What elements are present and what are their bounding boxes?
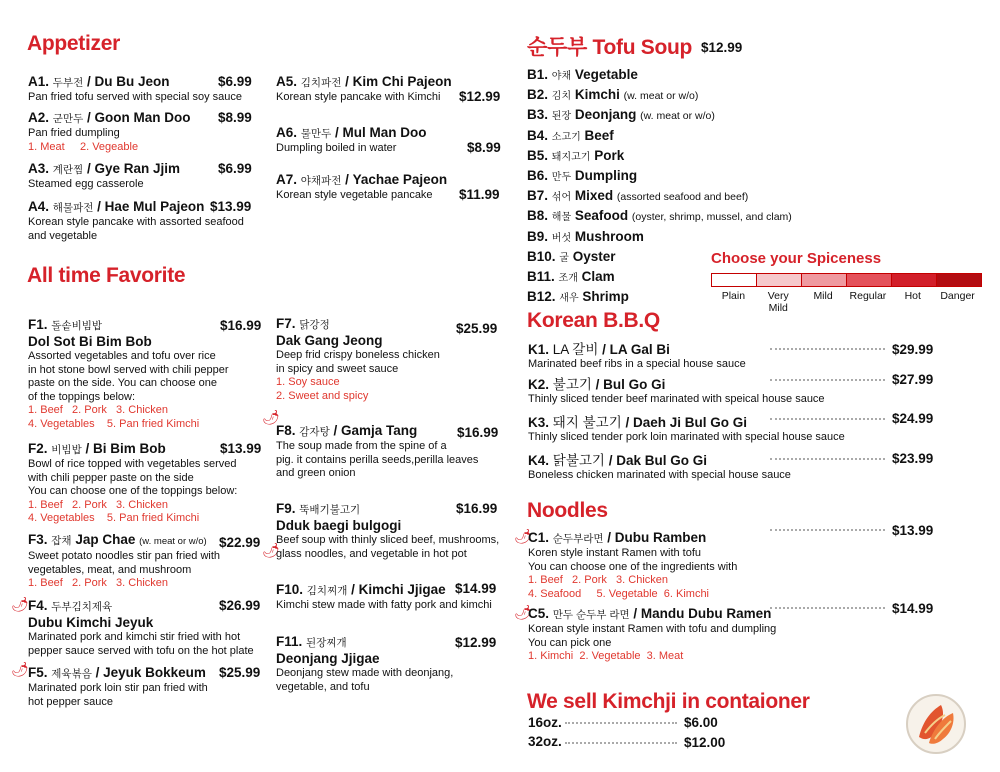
price-f11: $12.99 [455,635,497,650]
menu-item-a1: A1. 두부전 / Du Bu Jeon Pan fried tofu served with special soy sauce [28,74,258,105]
menu-item-a4: A4. 해물파전 / Hae Mul Pajeon Korean style pancake with assorted seafood and vegetable [28,199,268,243]
kimchi-price-32: $12.00 [684,735,726,750]
price-k3: $24.99 [892,411,934,426]
price-f1: $16.99 [220,318,262,333]
price-c5: $14.99 [892,601,934,616]
price-f10: $14.99 [455,581,497,596]
item-options: 1. Meat 2. Vegeable [28,140,139,153]
item-desc: Dumpling boiled in water [276,142,397,154]
bbq-title: Korean B.B.Q [527,309,660,332]
menu-item-k3: K3. 돼지 불고기 / Daeh Ji Bul Go Gi Thinly sliced tender pork loin marinated with special house sauce [528,415,845,443]
menu-item-f3: F3. 잡채 Jap Chae (w. meat or w/o) Sweet potato noodles stir pan fried with vegetables, meat, and mushroom 1. Beef 2. Pork 3. Chicken [28,532,268,591]
appetizer-title: Appetizer [27,32,120,55]
spice-scale [711,273,982,287]
price-a6: $8.99 [467,140,501,155]
noodles-title: Noodles [527,499,608,522]
tofu-item: B11. 조개 Clam [527,269,615,285]
item-options: 1. Soy sauce [276,376,340,388]
price-f7: $25.99 [456,321,498,336]
spice-level-label: Hot [904,290,921,302]
favorite-title: All time Favorite [27,264,186,287]
menu-item-k1: K1. LA 갈비 / LA Gal Bi Marinated beef ribs in a special house sauce [528,342,746,370]
leader-dots [770,418,885,420]
item-options: 1. Kimchi 2. Vegetable 3. Meat [528,650,684,662]
chili-pepper-icon: 🌶 [514,528,532,544]
item-desc: Pan fried tofu served with special soy sauce [28,91,243,103]
price-f4: $26.99 [219,598,261,613]
tofu-item: B1. 야채 Vegetable [527,67,638,82]
price-f2: $13.99 [220,441,262,456]
leader-dots [565,722,677,724]
item-options: 1. Beef 2. Pork 3. Chicken [28,577,169,589]
price-f3: $22.99 [219,535,261,550]
menu-item-f10: F10. 김치찌개 / Kimchi Jjigae Kimchi stew made with fatty pork and kimchi [276,582,492,611]
menu-item-f8: F8. 감자탕 / Gamja Tang The soup made from the spine of a pig. it contains perilla seeds,perilla leaves and green onion [276,423,479,479]
spice-level-label: Regular [849,290,887,302]
menu-item-f9: F9. 뚝배기불고기 Dduk baegi bulgogi Beef soup with thinly sliced beef, mushrooms, glass noodles, and vegetable in hot pot [276,501,506,561]
menu-item-f1: F1. 돌솥비빔밥 Dol Sot Bi Bim Bob Assorted vegetables and tofu over rice in hot stone bowl served with chili pepper paste on the side. You can choose one of the toppings below: 1. Beef 2. Pork 3. Chicken 4. Vegetables 5. Pan fried Kimchi [28,317,268,431]
leader-dots [770,529,885,531]
item-name: Dol Sot Bi Bim Bob [28,334,152,349]
item-options: 1. Beef 2. Pork 3. Chicken [528,574,669,586]
leader-dots [770,379,885,381]
item-desc: Steamed egg casserole [28,178,144,190]
item-options: 4. Seafood 5. Vegetable 6. Kimchi [528,587,710,600]
spice-level-swatch [801,274,846,286]
menu-item-f2: F2. 비빔밥 / Bi Bim Bob Bowl of rice topped with vegetables served with chili pepper paste on the side You can choose one of the toppings below: 1. Beef 2. Pork 3. Chicken 4. Vegetables 5. Pan fried Kimchi [28,441,268,526]
spice-level-label: Very Mild [767,290,789,314]
chili-pepper-icon: 🌶 [11,661,29,677]
menu-item-f4: F4. 두부김치제육 Dubu Kimchi Jeyuk Marinated pork and kimchi stir fried with hot pepper sauce served with tofu on the hot plate [28,598,268,658]
item-options: 4. Vegetables 5. Pan fried Kimchi [28,512,200,524]
item-desc: Pan fried dumpling [28,127,120,139]
item-options: 1. Beef 2. Pork 3. Chicken [28,404,169,416]
chili-pepper-icon: 🌶 [262,542,280,558]
menu-item-a3: A3. 계란찜 / Gye Ran Jjim Steamed egg casserole [28,161,258,192]
price-f8: $16.99 [457,425,499,440]
price-k4: $23.99 [892,451,934,466]
spice-level-label: Plain [721,290,746,302]
menu-item-a6: A6. 물만두 / Mul Man Doo Dumpling boiled in water [276,125,466,156]
item-name: Dubu Kimchi Jeyuk [28,615,154,630]
spice-level-swatch [936,274,981,286]
spice-level-label: Mild [813,290,833,302]
menu-item-f7: F7. 닭강정 Dak Gang Jeong Deep frid crispy boneless chicken in spicy and sweet sauce 1. Soy sauce 2. Sweet and spicy [276,316,506,403]
price-a3: $6.99 [218,161,252,176]
menu-item-f11: F11. 된장찌개 Deonjang Jjigae Deonjang stew made with deonjang, vegetable, and tofu [276,634,506,694]
price-c1: $13.99 [892,523,934,538]
leader-dots [770,607,885,609]
tofu-item: B4. 소고기 Beef [527,127,614,143]
price-f9: $16.99 [456,501,498,516]
kimchi-price-16: $6.00 [684,715,718,730]
item-name: Deonjang Jjigae [276,651,380,666]
price-a7: $11.99 [459,187,500,202]
item-options: 2. Sweet and spicy [276,389,369,402]
leader-dots [565,742,677,744]
price-f5: $25.99 [219,665,261,680]
item-korean: 두부전 [52,77,84,89]
tofu-item: B6. 만두 Dumpling [527,168,638,184]
chili-pepper-icon: 🌶 [514,604,532,620]
tofu-item: B8. 해물 Seafood (oyster, shrimp, mussel, and clam) [527,208,792,224]
menu-item-k2: K2. 불고기 / Bul Go Gi Thinly sliced tender beef marinated with speical house sauce [528,377,825,405]
chili-pepper-icon: 🌶 [262,409,280,425]
menu-item-c5: C5. 만두 순두부 라면 / Mandu Dubu Ramen Korean style instant Ramen with tofu and dumpling You can pick one 1. Kimchi 2. Vegetable 3. Meat [528,606,888,664]
spice-level-label: Danger [940,290,975,302]
chili-pepper-icon: 🌶 [11,596,29,612]
tofu-item: B3. 된장 Deonjang (w. meat or w/o) [527,107,715,123]
price-a1: $6.99 [218,74,252,89]
price-k1: $29.99 [892,342,934,357]
item-options: 1. Beef 2. Pork 3. Chicken [28,498,169,511]
item-desc: Korean style vegetable pancake [276,189,433,201]
price-k2: $27.99 [892,372,934,387]
kimchi-title: We sell Kimchji in contaioner [527,690,810,713]
price-a4: $13.99 [210,199,252,214]
price-a2: $8.99 [218,110,252,125]
menu-item-a2: A2. 군만두 / Goon Man Doo Pan fried dumpling 1. Meat 2. Vegeable [28,110,258,154]
tofu-item: B7. 섞어 Mixed (assorted seafood and beef) [527,188,749,204]
leader-dots [770,348,885,350]
tofu-title: 순두부 Tofu Soup [527,36,693,59]
menu-item-f5: F5. 제육볶음 / Jeyuk Bokkeum Marinated pork loin stir pan fried with hot pepper sauce [28,665,208,708]
item-code: A1. [28,74,50,89]
tofu-item: B12. 새우 Shrimp [527,289,629,305]
tofu-item: B9. 버섯 Mushroom [527,228,644,244]
kimchi-image [905,693,967,755]
item-name: Dak Gang Jeong [276,333,383,348]
spice-title: Choose your Spiceness [711,250,882,267]
item-desc: Korean style pancake with assorted seafood [28,216,244,228]
item-name: Dduk baegi bulgogi [276,518,402,533]
item-desc: Korean style pancake with Kimchi [276,91,441,103]
kimchi-size-16: 16oz. [528,715,562,730]
tofu-item: B10. 굴 Oyster [527,248,616,264]
item-desc: and vegetable [28,229,98,242]
spice-level-swatch [712,274,756,286]
kimchi-size-32: 32oz. [528,734,562,749]
price-a5: $12.99 [459,89,501,104]
spice-level-swatch [846,274,891,286]
leader-dots [770,458,885,460]
spice-level-swatch [891,274,936,286]
tofu-item: B5. 돼지고기 Pork [527,147,625,163]
spice-level-swatch [756,274,801,286]
item-options: 4. Vegetables 5. Pan fried Kimchi [28,417,200,430]
menu-item-a7: A7. 야채파전 / Yachae Pajeon Korean style vegetable pancake [276,172,466,203]
price-tofu: $12.99 [701,40,743,55]
menu-item-k4: K4. 닭불고기 / Dak Bul Go Gi Boneless chicken marinated with special house sauce [528,453,791,481]
tofu-item: B2. 김치 Kimchi (w. meat or w/o) [527,87,699,103]
menu-item-a5: A5. 김치파전 / Kim Chi Pajeon Korean style pancake with Kimchi [276,74,466,105]
menu-item-c1: C1. 순두부라면 / Dubu Ramben Koren style instant Ramen with tofu You can choose one of the ingredients with 1. Beef 2. Pork 3. Chicken 4. Seafood 5. Vegetable 6. Kimchi [528,530,888,601]
item-name: Du Bu Jeon [94,74,170,89]
